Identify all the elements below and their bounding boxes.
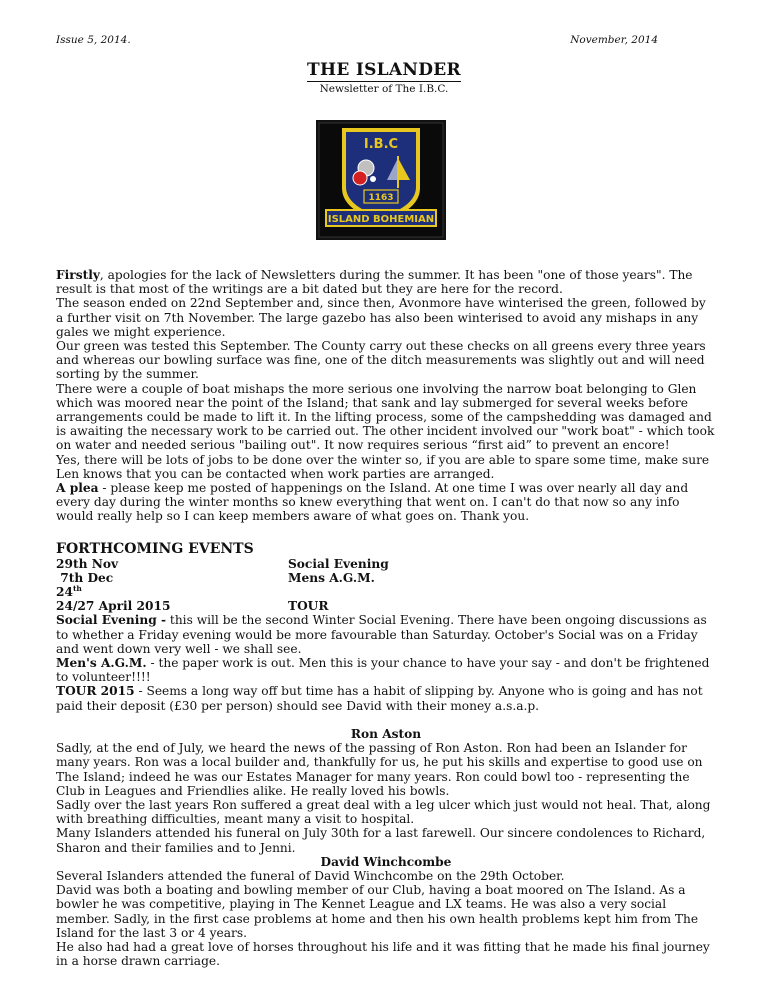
- intro-paragraph-4: There were a couple of boat mishaps the more serious one involving the narrow boat belonging to Glen which was moored near the point of the Island; that sank and lay submerged for several weeks before arrangements could be made to lift it. In the lifting process, some of the campshedding was damaged and is awaiting the necessary work to be carried out. The other incident involved our "work boat" - which took on water and needed serious "bailing out". It now requires serious “first aid” to prevent an encore!: [56, 381, 715, 453]
- crest-number: 1163: [368, 193, 394, 203]
- event-row: [56, 585, 716, 599]
- david-paragraph-2: David was both a boating and bowling member of our Club, having a boat moored on The Island. As a bowler he was competitive, playing in The Kennet League and LX teams. He was also a very social member. Sadly, in the first case problems at home and then his own health problems kept him from The Island for the last 3 or 4 years.: [56, 883, 699, 940]
- intro-paragraph-2: The season ended on 22nd September and, since then, Avonmore have winterised the green, followed by a further visit on 7th November. The large gazebo has also been winterised to avoid any mishaps in any gales we might experience.: [56, 296, 706, 339]
- event-date: 24/27 April 2015: [56, 599, 171, 614]
- newsletter-body: [56, 268, 716, 968]
- newsletter-subtitle: Newsletter of The I.B.C.: [319, 83, 449, 95]
- club-crest-icon: [314, 118, 448, 242]
- intro-paragraph-5: Yes, there will be lots of jobs to be done over the winter so, if you are able to spare some time, make sure Len knows that you can be contacted when work parties are arranged.: [56, 452, 710, 481]
- david-paragraph-3: He also had had a great love of horses throughout his life and it was fitting that he made his final journey in a horse drawn carriage.: [56, 939, 710, 969]
- intro-paragraph-1: Firstly, apologies for the lack of Newsletters during the summer. It has been "one of those years". The result is that most of the writings are a bit dated but they are here for the record.: [56, 268, 693, 297]
- crest-banner: ISLAND BOHEMIAN: [327, 214, 435, 225]
- page-header: [56, 34, 658, 46]
- mens-agm-paragraph: Men's A.G.M. - the paper work is out. Men this is your chance to have your say - and don't be frightened to volunteer!!!!: [56, 656, 710, 685]
- event-row: [56, 557, 716, 571]
- newsletter-title: THE ISLANDER: [307, 60, 461, 80]
- david-paragraph-1: Several Islanders attended the funeral of David Winchcombe on the 29th October.: [56, 868, 565, 883]
- event-date: 7th Dec: [56, 570, 114, 585]
- intro-paragraph-6: A plea - please keep me posted of happenings on the Island. At one time I was over nearly all day and every day during the winter months so knew everything that went on. I can't do that now so any info would really help so I can keep members aware of what goes on. Thank you.: [56, 481, 689, 524]
- event-name: Social Evening: [288, 556, 389, 571]
- event-name: TOUR: [288, 599, 329, 614]
- event-name: Mens A.G.M.: [288, 570, 375, 585]
- intro-paragraph-3: Our green was tested this September. The County carry out these checks on all greens every three years and whereas our bowling surface was fine, one of the ditch measurements was slightly out and will need sorting by the summer.: [56, 339, 706, 382]
- ron-paragraph-2: Sadly over the last years Ron suffered a great deal with a leg ulcer which just would not heal. That, along with breathing difficulties, meant many a visit to hospital.: [56, 797, 711, 827]
- david-winchcombe-heading: David Winchcombe: [320, 854, 452, 869]
- club-logo: [314, 118, 448, 242]
- masthead: [0, 60, 768, 95]
- social-evening-paragraph: Social Evening - this will be the second Winter Social Evening. There have been ongoing discussions as to whether a Friday evening would be more favourable than Saturday. October's Social was on a Friday and went down very well - we shall see.: [56, 613, 707, 656]
- issue-label: Issue 5, 2014.: [56, 34, 131, 46]
- event-date: 29th Nov: [56, 556, 119, 571]
- event-row: [56, 571, 716, 585]
- issue-date: November, 2014: [570, 34, 658, 46]
- events-list: [56, 557, 716, 614]
- events-heading: FORTHCOMING EVENTS: [56, 540, 254, 557]
- ron-paragraph-3: Many Islanders attended his funeral on July 30th for a last farewell. Our sincere condolences to Richard, Sharon and their families and to Jenni.: [56, 826, 706, 855]
- event-row: [56, 599, 716, 613]
- ron-paragraph-1: Sadly, at the end of July, we heard the news of the passing of Ron Aston. Ron had been an Islander for many years. Ron was a local builder and, thankfully for us, he put his skills and expertise to good use on The Island; indeed he was our Estates Manager for many years. Ron could bowl too - representing the Club in Leagues and Friendlies alike. He really loved his bowls.: [56, 741, 703, 798]
- crest-initials: I.B.C: [363, 137, 399, 152]
- ron-aston-heading: Ron Aston: [350, 726, 422, 741]
- event-date: 24th: [56, 584, 82, 600]
- tour-paragraph: TOUR 2015 - Seems a long way off but time has a habit of slipping by. Anyone who is going and has not paid their deposit (£30 per person) should see David with their money a.s.a.p.: [56, 684, 703, 713]
